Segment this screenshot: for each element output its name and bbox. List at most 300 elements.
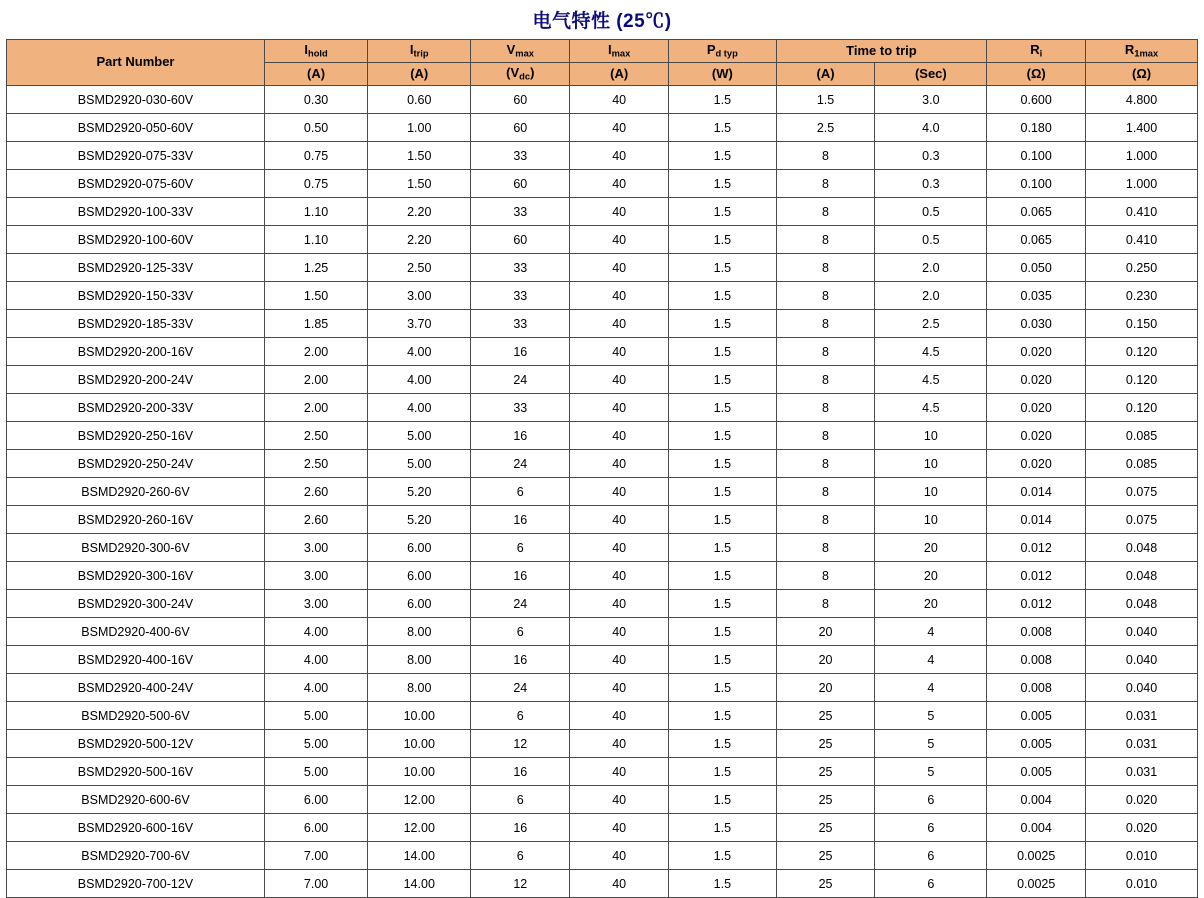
cell-itrip: 6.00: [368, 562, 471, 590]
table-row: [7, 562, 1198, 590]
cell-pdtyp: 1.5: [669, 814, 776, 842]
table-row: [7, 282, 1198, 310]
table-body: [7, 86, 1198, 898]
column-header-vmax: [471, 40, 570, 63]
ri-symbol: R: [1030, 42, 1040, 57]
table-row: [7, 870, 1198, 898]
cell-pdtyp: 1.5: [669, 254, 776, 282]
cell-ri: 0.100: [987, 142, 1086, 170]
ri-subscript: i: [1039, 48, 1043, 59]
cell-pdtyp: 1.5: [669, 730, 776, 758]
cell-ri: 0.008: [987, 618, 1086, 646]
cell-tt_sec: 20: [875, 562, 987, 590]
cell-tt_a: 8: [776, 366, 875, 394]
cell-ihold: 0.75: [264, 142, 367, 170]
unit-r1max: (Ω): [1086, 63, 1198, 86]
table-row: [7, 226, 1198, 254]
table-row: [7, 142, 1198, 170]
cell-itrip: 3.00: [368, 282, 471, 310]
cell-tt_sec: 5: [875, 702, 987, 730]
cell-r1max: 0.040: [1086, 618, 1198, 646]
cell-ri: 0.100: [987, 170, 1086, 198]
unit-ri: (Ω): [987, 63, 1086, 86]
cell-tt_a: 8: [776, 282, 875, 310]
cell-r1max: 0.048: [1086, 590, 1198, 618]
cell-ri: 0.012: [987, 534, 1086, 562]
table-row: [7, 506, 1198, 534]
cell-vmax: 6: [471, 534, 570, 562]
table-row: [7, 758, 1198, 786]
cell-itrip: 4.00: [368, 394, 471, 422]
cell-ri: 0.020: [987, 366, 1086, 394]
cell-imax: 40: [570, 646, 669, 674]
cell-itrip: 12.00: [368, 814, 471, 842]
cell-itrip: 14.00: [368, 870, 471, 898]
cell-pdtyp: 1.5: [669, 618, 776, 646]
cell-part-number: BSMD2920-600-6V: [7, 786, 265, 814]
cell-vmax: 60: [471, 170, 570, 198]
cell-imax: 40: [570, 842, 669, 870]
cell-tt_sec: 4: [875, 674, 987, 702]
cell-ihold: 4.00: [264, 674, 367, 702]
cell-tt_sec: 20: [875, 590, 987, 618]
cell-r1max: 0.048: [1086, 562, 1198, 590]
cell-part-number: BSMD2920-125-33V: [7, 254, 265, 282]
cell-tt_sec: 4.5: [875, 366, 987, 394]
cell-r1max: 0.031: [1086, 702, 1198, 730]
page-title: 电气特性 (25℃): [532, 11, 672, 32]
cell-r1max: 0.250: [1086, 254, 1198, 282]
cell-vmax: 6: [471, 702, 570, 730]
table-row: [7, 590, 1198, 618]
vmax-subscript: max: [515, 48, 534, 59]
cell-tt_a: 8: [776, 142, 875, 170]
cell-pdtyp: 1.5: [669, 226, 776, 254]
cell-itrip: 6.00: [368, 534, 471, 562]
unit-vmax-close: ): [530, 65, 535, 81]
cell-part-number: BSMD2920-700-6V: [7, 842, 265, 870]
cell-vmax: 33: [471, 394, 570, 422]
cell-r1max: 0.040: [1086, 674, 1198, 702]
cell-ri: 0.020: [987, 394, 1086, 422]
cell-tt_a: 8: [776, 198, 875, 226]
cell-pdtyp: 1.5: [669, 198, 776, 226]
imax-subscript: max: [611, 48, 631, 59]
cell-ri: 0.004: [987, 786, 1086, 814]
table-row: [7, 730, 1198, 758]
cell-itrip: 1.00: [368, 114, 471, 142]
cell-imax: 40: [570, 394, 669, 422]
cell-part-number: BSMD2920-300-6V: [7, 534, 265, 562]
cell-imax: 40: [570, 450, 669, 478]
cell-tt_a: 8: [776, 310, 875, 338]
cell-itrip: 10.00: [368, 730, 471, 758]
cell-vmax: 24: [471, 674, 570, 702]
cell-part-number: BSMD2920-500-6V: [7, 702, 265, 730]
cell-ihold: 7.00: [264, 870, 367, 898]
cell-tt_sec: 0.3: [875, 142, 987, 170]
table-row: [7, 702, 1198, 730]
cell-ri: 0.005: [987, 702, 1086, 730]
column-header-r1max: [1086, 40, 1198, 63]
cell-ihold: 5.00: [264, 730, 367, 758]
unit-itrip: (A): [368, 63, 471, 86]
cell-r1max: 4.800: [1086, 86, 1198, 114]
cell-r1max: 1.000: [1086, 142, 1198, 170]
cell-itrip: 2.20: [368, 226, 471, 254]
table-row: [7, 254, 1198, 282]
cell-vmax: 33: [471, 282, 570, 310]
cell-tt_sec: 20: [875, 534, 987, 562]
cell-ri: 0.014: [987, 506, 1086, 534]
cell-r1max: 0.031: [1086, 758, 1198, 786]
cell-part-number: BSMD2920-500-16V: [7, 758, 265, 786]
cell-imax: 40: [570, 562, 669, 590]
cell-pdtyp: 1.5: [669, 870, 776, 898]
cell-part-number: BSMD2920-260-6V: [7, 478, 265, 506]
cell-itrip: 10.00: [368, 758, 471, 786]
cell-pdtyp: 1.5: [669, 282, 776, 310]
cell-vmax: 16: [471, 338, 570, 366]
column-header-pd-typ: [669, 40, 776, 63]
cell-tt_sec: 4.5: [875, 338, 987, 366]
cell-tt_sec: 4.5: [875, 394, 987, 422]
cell-tt_a: 25: [776, 814, 875, 842]
cell-itrip: 4.00: [368, 366, 471, 394]
ihold-subscript: hold: [308, 48, 328, 59]
table-row: [7, 674, 1198, 702]
cell-r1max: 0.085: [1086, 422, 1198, 450]
table-row: [7, 618, 1198, 646]
cell-imax: 40: [570, 534, 669, 562]
cell-ri: 0.020: [987, 450, 1086, 478]
table-row: [7, 422, 1198, 450]
cell-itrip: 1.50: [368, 142, 471, 170]
cell-r1max: 0.020: [1086, 786, 1198, 814]
cell-vmax: 60: [471, 226, 570, 254]
cell-pdtyp: 1.5: [669, 506, 776, 534]
cell-ihold: 0.75: [264, 170, 367, 198]
unit-vmax-subscript: dc: [519, 71, 531, 82]
cell-tt_a: 8: [776, 254, 875, 282]
cell-imax: 40: [570, 786, 669, 814]
unit-pd-typ: (W): [669, 63, 776, 86]
cell-pdtyp: 1.5: [669, 674, 776, 702]
cell-tt_sec: 6: [875, 842, 987, 870]
cell-ri: 0.004: [987, 814, 1086, 842]
cell-itrip: 14.00: [368, 842, 471, 870]
cell-ri: 0.0025: [987, 870, 1086, 898]
cell-vmax: 60: [471, 114, 570, 142]
table-row: [7, 814, 1198, 842]
cell-r1max: 0.120: [1086, 394, 1198, 422]
cell-imax: 40: [570, 506, 669, 534]
cell-r1max: 0.120: [1086, 366, 1198, 394]
cell-ri: 0.030: [987, 310, 1086, 338]
cell-tt_a: 25: [776, 730, 875, 758]
cell-ihold: 4.00: [264, 618, 367, 646]
cell-ri: 0.014: [987, 478, 1086, 506]
cell-itrip: 8.00: [368, 618, 471, 646]
cell-tt_a: 25: [776, 842, 875, 870]
unit-time-to-trip-seconds: (Sec): [875, 63, 987, 86]
cell-tt_sec: 4: [875, 646, 987, 674]
cell-tt_a: 8: [776, 338, 875, 366]
cell-vmax: 24: [471, 590, 570, 618]
cell-imax: 40: [570, 198, 669, 226]
cell-imax: 40: [570, 590, 669, 618]
cell-itrip: 2.20: [368, 198, 471, 226]
cell-ri: 0.050: [987, 254, 1086, 282]
cell-ihold: 2.00: [264, 338, 367, 366]
unit-time-to-trip-current: (A): [776, 63, 875, 86]
column-header-time-to-trip: Time to trip: [776, 40, 987, 63]
cell-tt_sec: 10: [875, 422, 987, 450]
cell-tt_a: 20: [776, 674, 875, 702]
cell-pdtyp: 1.5: [669, 338, 776, 366]
cell-ihold: 2.00: [264, 394, 367, 422]
cell-r1max: 0.120: [1086, 338, 1198, 366]
cell-imax: 40: [570, 86, 669, 114]
cell-vmax: 33: [471, 310, 570, 338]
table-row: [7, 786, 1198, 814]
cell-imax: 40: [570, 814, 669, 842]
cell-tt_sec: 5: [875, 730, 987, 758]
cell-part-number: BSMD2920-700-12V: [7, 870, 265, 898]
cell-part-number: BSMD2920-100-33V: [7, 198, 265, 226]
cell-vmax: 16: [471, 814, 570, 842]
cell-vmax: 16: [471, 506, 570, 534]
cell-tt_sec: 2.0: [875, 254, 987, 282]
cell-ri: 0.005: [987, 730, 1086, 758]
cell-vmax: 60: [471, 86, 570, 114]
cell-vmax: 33: [471, 198, 570, 226]
cell-tt_a: 2.5: [776, 114, 875, 142]
pd-subscript: d typ: [715, 48, 738, 59]
cell-itrip: 8.00: [368, 646, 471, 674]
cell-imax: 40: [570, 254, 669, 282]
cell-tt_a: 8: [776, 422, 875, 450]
ihold-symbol: I: [304, 42, 309, 57]
cell-imax: 40: [570, 142, 669, 170]
cell-pdtyp: 1.5: [669, 646, 776, 674]
table-row: [7, 310, 1198, 338]
table-row: [7, 534, 1198, 562]
cell-tt_a: 8: [776, 590, 875, 618]
table-header-row-symbols: [7, 40, 1198, 63]
cell-vmax: 6: [471, 618, 570, 646]
cell-pdtyp: 1.5: [669, 534, 776, 562]
column-header-ihold: [264, 40, 367, 63]
table-row: [7, 646, 1198, 674]
cell-itrip: 5.20: [368, 506, 471, 534]
cell-ihold: 0.30: [264, 86, 367, 114]
cell-vmax: 6: [471, 478, 570, 506]
cell-vmax: 33: [471, 254, 570, 282]
cell-ihold: 2.50: [264, 450, 367, 478]
cell-r1max: 0.150: [1086, 310, 1198, 338]
cell-vmax: 16: [471, 646, 570, 674]
cell-tt_a: 8: [776, 170, 875, 198]
cell-part-number: BSMD2920-200-33V: [7, 394, 265, 422]
cell-itrip: 8.00: [368, 674, 471, 702]
cell-imax: 40: [570, 618, 669, 646]
column-header-imax: [570, 40, 669, 63]
cell-imax: 40: [570, 730, 669, 758]
cell-tt_sec: 6: [875, 814, 987, 842]
cell-r1max: 0.010: [1086, 870, 1198, 898]
cell-part-number: BSMD2920-600-16V: [7, 814, 265, 842]
cell-tt_sec: 2.0: [875, 282, 987, 310]
itrip-subscript: trip: [413, 48, 429, 59]
cell-tt_a: 8: [776, 478, 875, 506]
cell-ri: 0.065: [987, 198, 1086, 226]
cell-r1max: 0.048: [1086, 534, 1198, 562]
cell-r1max: 0.410: [1086, 226, 1198, 254]
cell-itrip: 5.00: [368, 422, 471, 450]
cell-ihold: 5.00: [264, 702, 367, 730]
cell-tt_a: 8: [776, 394, 875, 422]
cell-imax: 40: [570, 226, 669, 254]
table-row: [7, 394, 1198, 422]
cell-ihold: 4.00: [264, 646, 367, 674]
cell-pdtyp: 1.5: [669, 366, 776, 394]
cell-ihold: 0.50: [264, 114, 367, 142]
cell-part-number: BSMD2920-200-16V: [7, 338, 265, 366]
cell-tt_a: 8: [776, 562, 875, 590]
cell-imax: 40: [570, 114, 669, 142]
cell-ri: 0.020: [987, 338, 1086, 366]
cell-ri: 0.065: [987, 226, 1086, 254]
cell-r1max: 0.230: [1086, 282, 1198, 310]
cell-ihold: 1.10: [264, 198, 367, 226]
cell-imax: 40: [570, 422, 669, 450]
cell-ri: 0.012: [987, 590, 1086, 618]
itrip-symbol: I: [409, 42, 414, 57]
cell-itrip: 5.00: [368, 450, 471, 478]
cell-ri: 0.008: [987, 674, 1086, 702]
cell-imax: 40: [570, 282, 669, 310]
cell-pdtyp: 1.5: [669, 394, 776, 422]
column-header-itrip: [368, 40, 471, 63]
imax-symbol: I: [607, 42, 612, 57]
column-header-ri: [987, 40, 1086, 63]
cell-imax: 40: [570, 338, 669, 366]
cell-tt_sec: 2.5: [875, 310, 987, 338]
cell-r1max: 0.085: [1086, 450, 1198, 478]
cell-imax: 40: [570, 310, 669, 338]
table-row: [7, 86, 1198, 114]
cell-tt_sec: 10: [875, 450, 987, 478]
cell-ihold: 3.00: [264, 562, 367, 590]
cell-r1max: 1.400: [1086, 114, 1198, 142]
cell-imax: 40: [570, 702, 669, 730]
cell-tt_sec: 10: [875, 506, 987, 534]
cell-ihold: 1.25: [264, 254, 367, 282]
cell-r1max: 0.075: [1086, 478, 1198, 506]
cell-tt_a: 25: [776, 702, 875, 730]
cell-tt_a: 8: [776, 226, 875, 254]
cell-part-number: BSMD2920-500-12V: [7, 730, 265, 758]
cell-tt_a: 25: [776, 870, 875, 898]
cell-pdtyp: 1.5: [669, 114, 776, 142]
cell-pdtyp: 1.5: [669, 758, 776, 786]
table-row: [7, 114, 1198, 142]
cell-pdtyp: 1.5: [669, 590, 776, 618]
cell-vmax: 16: [471, 758, 570, 786]
cell-part-number: BSMD2920-400-16V: [7, 646, 265, 674]
cell-tt_sec: 6: [875, 786, 987, 814]
electrical-characteristics-table: [6, 39, 1198, 898]
cell-vmax: 24: [471, 366, 570, 394]
cell-part-number: BSMD2920-030-60V: [7, 86, 265, 114]
cell-tt_sec: 4: [875, 618, 987, 646]
cell-itrip: 1.50: [368, 170, 471, 198]
cell-ihold: 5.00: [264, 758, 367, 786]
cell-ihold: 2.60: [264, 478, 367, 506]
cell-ri: 0.0025: [987, 842, 1086, 870]
cell-tt_a: 20: [776, 646, 875, 674]
vmax-symbol: V: [506, 42, 516, 57]
cell-part-number: BSMD2920-075-60V: [7, 170, 265, 198]
cell-ri: 0.020: [987, 422, 1086, 450]
cell-r1max: 0.031: [1086, 730, 1198, 758]
cell-tt_a: 25: [776, 786, 875, 814]
r1max-symbol: R: [1124, 42, 1135, 57]
cell-ri: 0.600: [987, 86, 1086, 114]
pd-symbol: P: [706, 42, 716, 57]
cell-ri: 0.012: [987, 562, 1086, 590]
cell-imax: 40: [570, 674, 669, 702]
cell-part-number: BSMD2920-250-24V: [7, 450, 265, 478]
cell-vmax: 24: [471, 450, 570, 478]
cell-tt_sec: 0.3: [875, 170, 987, 198]
cell-part-number: BSMD2920-250-16V: [7, 422, 265, 450]
cell-imax: 40: [570, 366, 669, 394]
cell-part-number: BSMD2920-150-33V: [7, 282, 265, 310]
cell-tt_sec: 5: [875, 758, 987, 786]
cell-part-number: BSMD2920-075-33V: [7, 142, 265, 170]
cell-tt_sec: 4.0: [875, 114, 987, 142]
cell-itrip: 3.70: [368, 310, 471, 338]
cell-tt_sec: 3.0: [875, 86, 987, 114]
cell-ri: 0.008: [987, 646, 1086, 674]
column-header-part-number: Part Number: [7, 40, 265, 86]
unit-vmax: [471, 63, 570, 86]
cell-pdtyp: 1.5: [669, 786, 776, 814]
cell-vmax: 6: [471, 842, 570, 870]
cell-itrip: 12.00: [368, 786, 471, 814]
cell-ri: 0.035: [987, 282, 1086, 310]
cell-part-number: BSMD2920-260-16V: [7, 506, 265, 534]
cell-vmax: 6: [471, 786, 570, 814]
cell-ihold: 2.60: [264, 506, 367, 534]
table-header: [7, 40, 1198, 86]
cell-part-number: BSMD2920-050-60V: [7, 114, 265, 142]
cell-pdtyp: 1.5: [669, 842, 776, 870]
cell-vmax: 33: [471, 142, 570, 170]
cell-part-number: BSMD2920-300-16V: [7, 562, 265, 590]
cell-r1max: 0.410: [1086, 198, 1198, 226]
table-row: [7, 478, 1198, 506]
cell-pdtyp: 1.5: [669, 478, 776, 506]
cell-tt_a: 8: [776, 534, 875, 562]
cell-itrip: 2.50: [368, 254, 471, 282]
table-row: [7, 366, 1198, 394]
cell-vmax: 12: [471, 730, 570, 758]
cell-tt_a: 1.5: [776, 86, 875, 114]
cell-part-number: BSMD2920-185-33V: [7, 310, 265, 338]
